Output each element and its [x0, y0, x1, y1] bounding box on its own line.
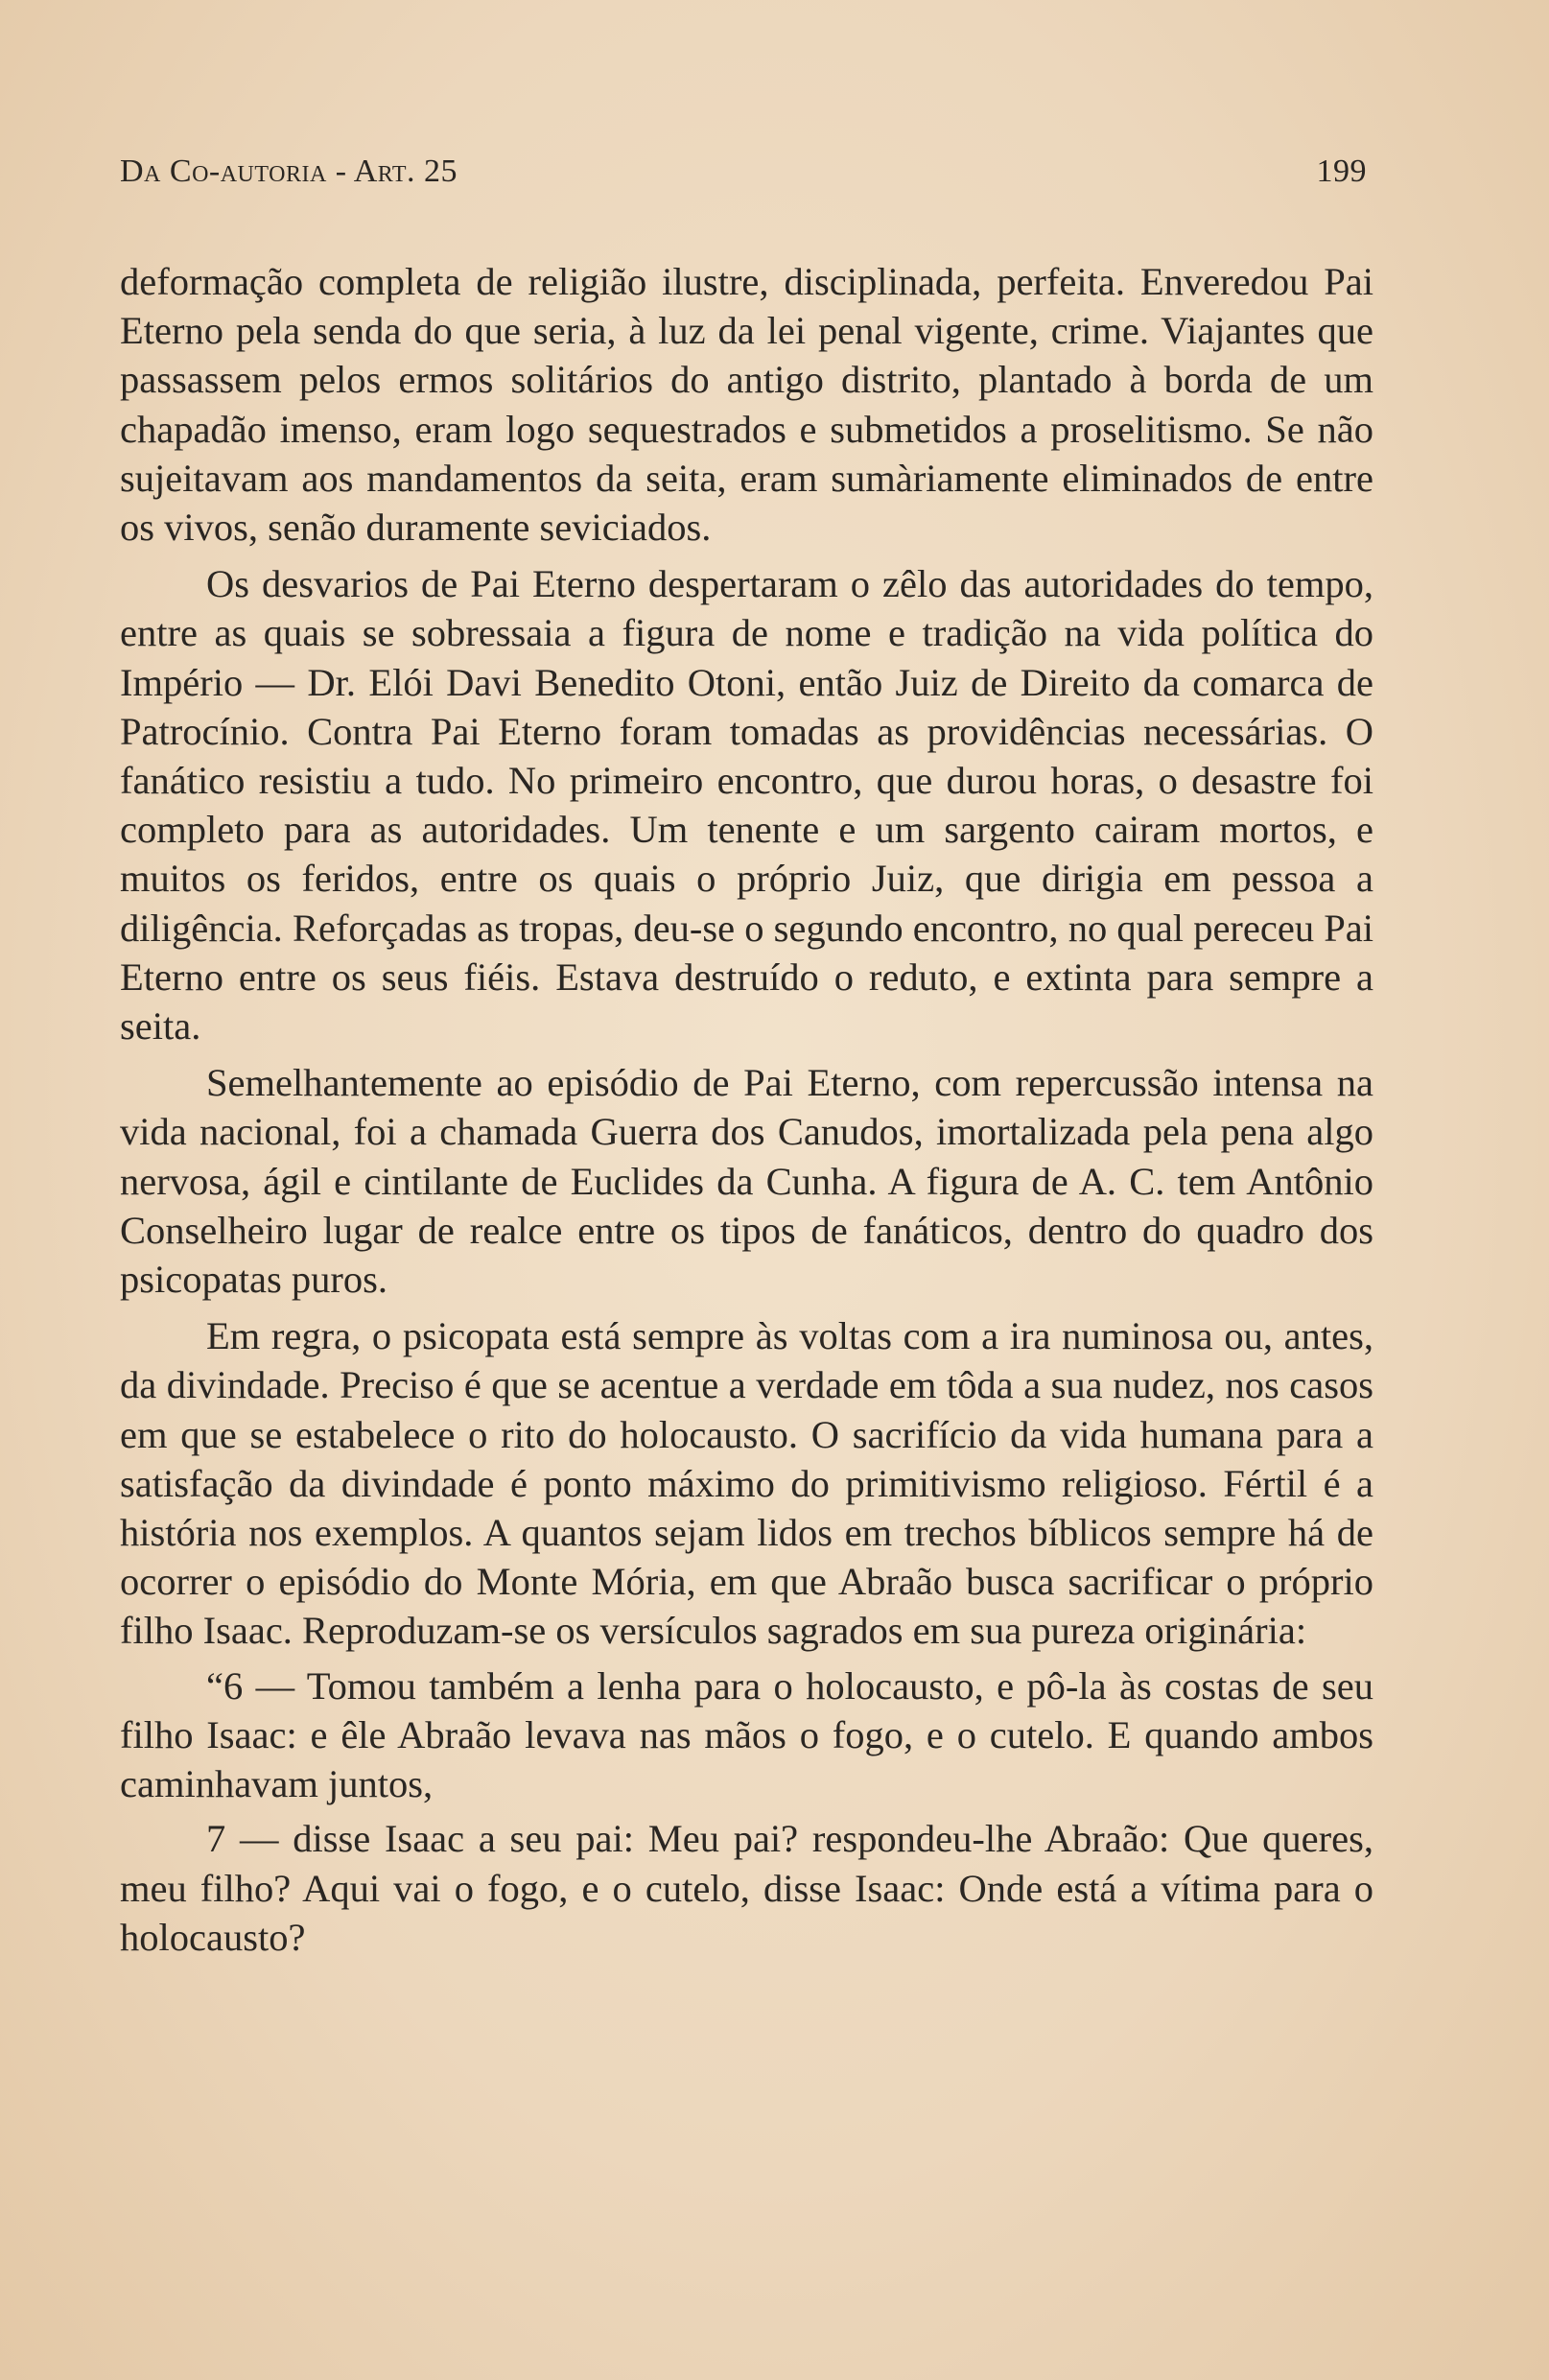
- body-text: [120, 257, 1373, 1962]
- paragraph: Semelhantemente ao episódio de Pai Eterno, com repercussão intensa na vida nacional, foi a chamada Guerra dos Canudos, imortalizada pela pena algo nervosa, ágil e cintilante de Euclides da Cunha. A figura de A. C. tem Antônio Conselheiro lugar de realce entre os tipos de fanáticos, dentro do quadro dos psicopatas puros.: [120, 1061, 1373, 1302]
- page-number: 199: [1316, 153, 1367, 189]
- paragraph: Os desvarios de Pai Eterno despertaram o zêlo das autoridades do tempo, entre as quais se sobressaia a figura de nome e tradição na vida política do Império — Dr. Elói Davi Benedito Otoni, então Juiz de Direito da comarca de Patrocínio. Contra Pai Eterno foram tomadas as providências necessárias. O fanático resistiu a tudo. No primeiro encontro, que durou horas, o desastre foi completo para as autoridades. Um tenente e um sargento cairam mortos, e muitos os feridos, entre os quais o próprio Juiz, que dirigia em pessoa a diligência. Reforçadas as tropas, deu-se o segundo encontro, no qual pereceu Pai Eterno entre os seus fiéis. Estava destruído o reduto, e extinta para sempre a seita.: [120, 562, 1373, 1049]
- paragraph: Em regra, o psicopata está sempre às voltas com a ira numinosa ou, antes, da divindade. Preciso é que se acentue a verdade em tôda a sua nudez, nos casos em que se estabelece o rito do holocausto. O sacrifício da vida humana para a satisfação da divindade é ponto máximo do primitivismo religioso. Fértil é a história nos exemplos. A quantos sejam lidos em trechos bíblicos sempre há de ocorrer o episódio do Monte Mória, em que Abraão busca sacrificar o próprio filho Isaac. Reproduzam-se os versículos sagrados em sua pureza originária:: [120, 1314, 1373, 1653]
- quoted-verse: “6 — Tomou também a lenha para o holocausto, e pô-la às costas de seu filho Isaac: e êle Abraão levava nas mãos o fogo, e o cutelo. E quando ambos caminhavam juntos,: [120, 1663, 1373, 1806]
- paragraph: deformação completa de religião ilustre, disciplinada, perfeita. Enveredou Pai Eterno pela senda do que seria, à luz da lei penal vigente, crime. Viajantes que passassem pelos ermos solitários do antigo distrito, plantado à borda de um chapadão imenso, eram logo sequestrados e submetidos a proselitismo. Se não sujeitavam aos mandamentos da seita, eram sumàriamente eliminados de entre os vivos, senão duramente seviciados.: [120, 260, 1373, 550]
- quoted-verse: 7 — disse Isaac a seu pai: Meu pai? respondeu-lhe Abraão: Que queres, meu filho? Aqui vai o fogo, e o cutelo, disse Isaac: Onde está a vítima para o holocausto?: [120, 1817, 1373, 1959]
- running-head: [120, 153, 1367, 190]
- section-title: Da Co-autoria - Art. 25: [120, 153, 458, 189]
